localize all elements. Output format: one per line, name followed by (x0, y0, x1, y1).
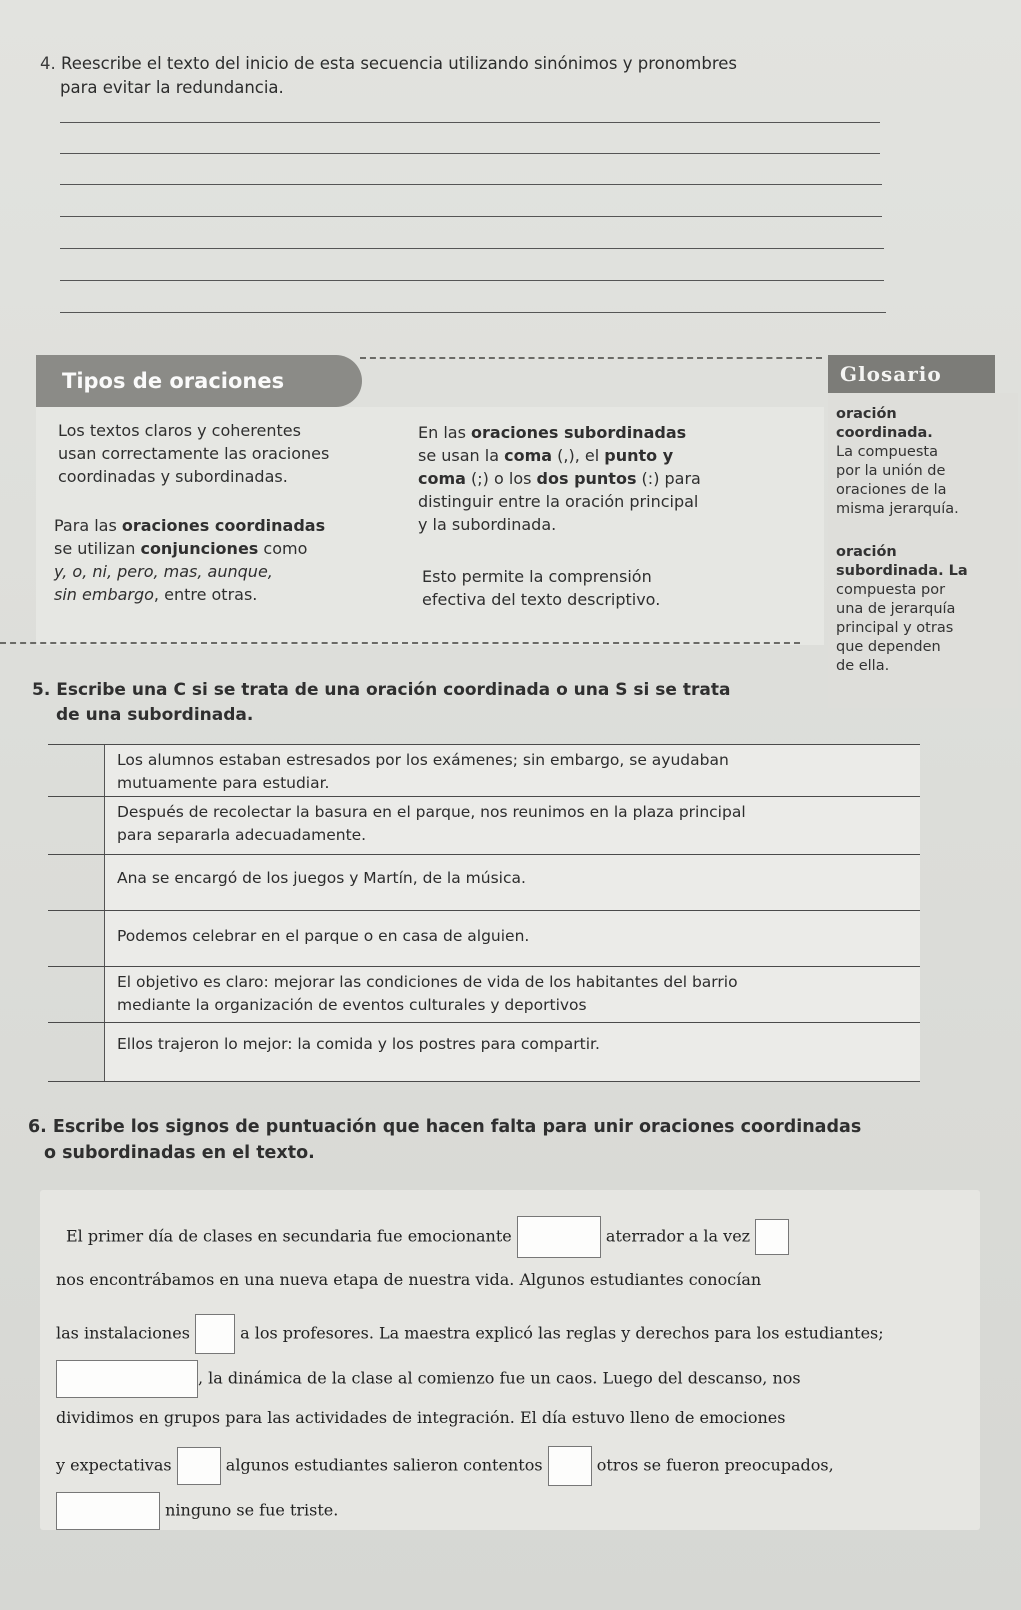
text-span: y expectativas (56, 1455, 172, 1475)
sentence-cell (104, 855, 920, 911)
tipos-col2-p2 (422, 565, 660, 611)
table-row (48, 910, 920, 967)
text-span: otros se fueron preocupados, (596, 1455, 834, 1475)
text-span: Para las (54, 516, 122, 535)
punctuation-answer-box[interactable] (517, 1216, 601, 1258)
italic-text: sin embargo (54, 585, 154, 604)
tipos-col2 (418, 421, 701, 536)
writing-line[interactable] (60, 153, 880, 154)
bold-term: oraciones subordinadas (471, 423, 687, 442)
text-line: usan correctamente las oraciones (58, 444, 330, 463)
sentence-cell (104, 797, 920, 855)
text-line: Ellos trajeron lo mejor: la comida y los postres para compartir. (117, 1035, 600, 1053)
text-span: algunos estudiantes salieron contentos (225, 1455, 543, 1475)
text-span: (:) para (636, 469, 701, 488)
exercise-line (56, 1270, 761, 1289)
text-span: se usan la (418, 446, 505, 465)
text-span: las instalaciones (56, 1323, 190, 1343)
text-span: En las (418, 423, 472, 442)
bold-term: coma (418, 469, 466, 488)
glosario-term: coordinada. (836, 425, 933, 441)
exercise-line (56, 1360, 801, 1398)
text-line: coordinadas y subordinadas. (58, 467, 288, 486)
table-row (48, 744, 920, 797)
text-line: y la subordinada. (418, 515, 557, 534)
text-line: misma jerarquía. (836, 501, 959, 517)
text-span: como (258, 539, 308, 558)
writing-line[interactable] (60, 216, 882, 217)
text-line: que dependen (836, 639, 941, 655)
text-line: Podemos celebrar en el parque o en casa de alguien. (117, 927, 530, 945)
exercise-line (56, 1408, 785, 1427)
punctuation-answer-box[interactable] (56, 1360, 198, 1398)
text-line: mutuamente para estudiar. (117, 774, 330, 792)
text-line: compuesta por (836, 582, 946, 598)
question-4-number: 4. (40, 54, 56, 73)
answer-cell[interactable] (48, 911, 104, 967)
glosario-header: Glosario (828, 355, 995, 393)
glosario-term: oración (836, 544, 897, 560)
table-row (48, 1022, 920, 1082)
text-span: El primer día de clases en secundaria fue emocionante (66, 1226, 512, 1246)
text-span: (,), el (552, 446, 605, 465)
question-6-text-line1: Escribe los signos de puntuación que hacen falta para unir oraciones coordinadas (52, 1117, 862, 1137)
glosario-entry-coordinada (836, 405, 959, 519)
writing-line[interactable] (60, 312, 886, 313)
table-row (48, 796, 920, 855)
punctuation-answer-box[interactable] (548, 1446, 592, 1486)
writing-line[interactable] (60, 248, 884, 249)
text-line: por la unión de (836, 463, 946, 479)
question-4-text-line1: Reescribe el texto del inicio de esta secuencia utilizando sinónimos y pronombres (61, 54, 738, 73)
sentence-cell (104, 967, 920, 1023)
text-span: aterrador a la vez (605, 1226, 751, 1246)
bold-term: punto y (604, 446, 674, 465)
text-span: , entre otras. (153, 585, 258, 604)
answer-cell[interactable] (48, 745, 104, 797)
text-line: Esto permite la comprensión (422, 567, 652, 586)
question-5-text-line1: Escribe una C si se trata de una oración coordinada o una S si se trata (56, 680, 731, 700)
bold-term: coma (504, 446, 553, 465)
exercise-line (56, 1314, 884, 1354)
text-line: mediante la organización de eventos culturales y deportivos (117, 996, 587, 1014)
text-span: (;) o los (465, 469, 537, 488)
bold-term: conjunciones (140, 539, 259, 558)
bold-term: oraciones coordinadas (121, 516, 326, 535)
text-span: ninguno se fue triste. (165, 1500, 339, 1520)
text-line: una de jerarquía (836, 601, 956, 617)
text-line: oraciones de la (836, 482, 947, 498)
answer-cell[interactable] (48, 797, 104, 855)
glosario-body (828, 393, 1018, 708)
punctuation-answer-box[interactable] (195, 1314, 235, 1354)
answer-cell[interactable] (48, 1023, 104, 1081)
table-row (48, 966, 920, 1023)
sentence-cell (104, 1023, 920, 1081)
glosario-term: oración (836, 406, 897, 422)
dashed-divider (360, 357, 822, 359)
exercise-line (56, 1492, 338, 1530)
text-span: a los profesores. La maestra explicó las reglas y derechos para los estudiantes; (240, 1323, 884, 1343)
punctuation-answer-box[interactable] (56, 1492, 160, 1530)
question-5-number: 5. (32, 680, 51, 700)
text-line: Los textos claros y coherentes (58, 421, 301, 440)
text-line: La compuesta (836, 444, 938, 460)
tipos-col1-p2 (54, 514, 325, 606)
writing-line[interactable] (60, 280, 884, 281)
tipos-col1-p1 (58, 419, 329, 488)
bold-term: dos puntos (536, 469, 637, 488)
writing-line[interactable] (60, 184, 882, 185)
punctuation-answer-box[interactable] (755, 1219, 789, 1255)
question-6 (28, 1114, 928, 1166)
exercise-line (66, 1216, 789, 1258)
text-line: efectiva del texto descriptivo. (422, 590, 661, 609)
question-6-number: 6. (28, 1117, 47, 1137)
text-line: de ella. (836, 658, 890, 674)
text-line: Después de recolectar la basura en el parque, nos reunimos en la plaza principal (117, 803, 746, 821)
table-row (48, 854, 920, 911)
text-line: principal y otras (836, 620, 954, 636)
text-span: nos encontrábamos en una nueva etapa de nuestra vida. Algunos estudiantes conocían (56, 1270, 762, 1289)
question-5-text-line2: de una subordinada. (56, 705, 254, 725)
punctuation-answer-box[interactable] (177, 1447, 221, 1485)
italic-text: y, o, ni, pero, mas, aunque, (54, 562, 273, 581)
text-line: Los alumnos estaban estresados por los exámenes; sin embargo, se ayudaban (117, 751, 729, 769)
text-line: Ana se encargó de los juegos y Martín, de la música. (117, 869, 526, 887)
text-span: se utilizan (54, 539, 141, 558)
text-line: El objetivo es claro: mejorar las condiciones de vida de los habitantes del barrio (117, 973, 738, 991)
glosario-entry-subordinada (836, 543, 968, 676)
tipos-body (36, 407, 824, 645)
writing-line[interactable] (60, 122, 880, 123)
question-4 (40, 52, 880, 100)
exercise-line (56, 1446, 834, 1486)
question-4-text-line2: para evitar la redundancia. (60, 78, 284, 97)
dashed-divider (0, 642, 800, 644)
sentence-cell (104, 745, 920, 797)
text-span: , la dinámica de la clase al comienzo fue un caos. Luego del descanso, nos (198, 1368, 801, 1388)
question-5 (32, 678, 812, 728)
tipos-header: Tipos de oraciones (36, 355, 362, 407)
answer-cell[interactable] (48, 855, 104, 911)
question-6-text-line2: o subordinadas en el texto. (44, 1143, 315, 1163)
tipos-de-oraciones-box (30, 355, 800, 645)
sentence-cell (104, 911, 920, 967)
glosario-term: subordinada. La (836, 563, 968, 579)
answer-cell[interactable] (48, 967, 104, 1023)
text-line: para separarla adecuadamente. (117, 826, 367, 844)
text-line: distinguir entre la oración principal (418, 492, 699, 511)
text-span: dividimos en grupos para las actividades de integración. El día estuvo lleno de emociones (56, 1408, 786, 1427)
